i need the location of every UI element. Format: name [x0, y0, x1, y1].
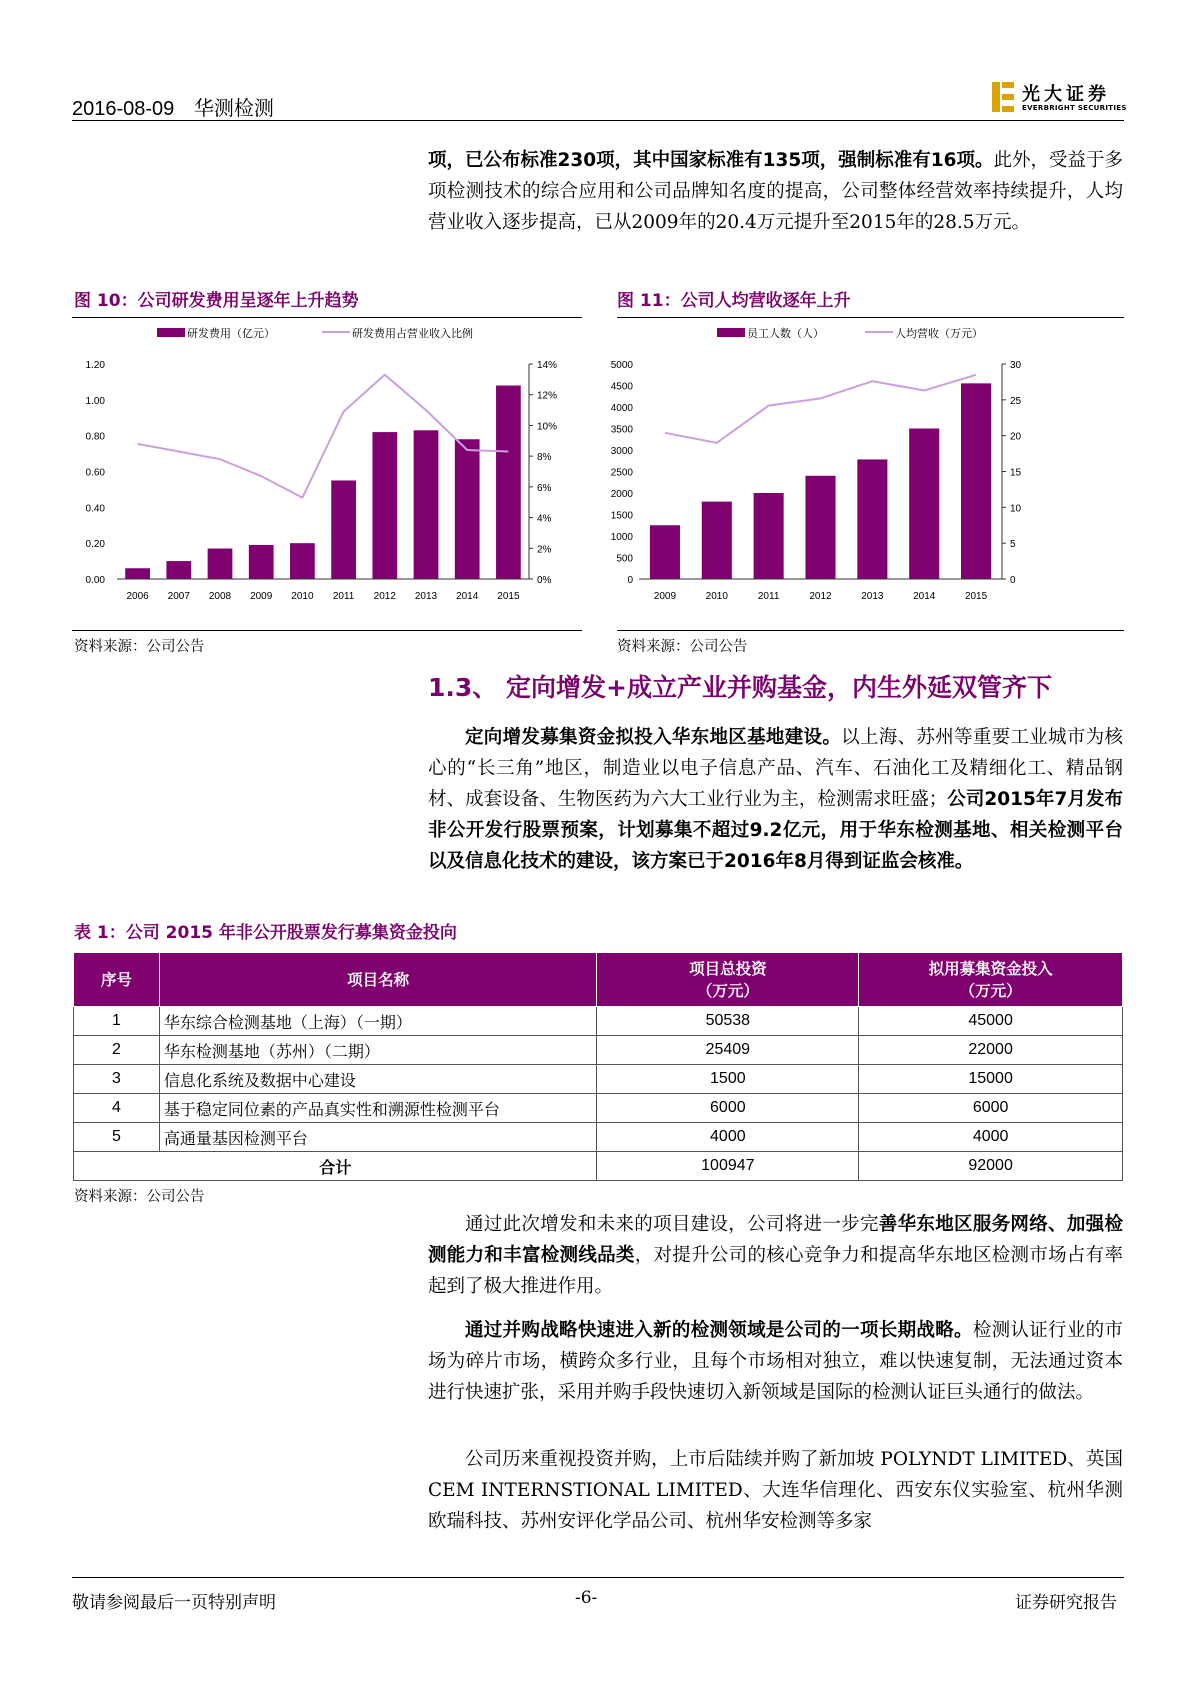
bar-2013	[414, 430, 439, 579]
left-tick-label: 0.20	[85, 539, 105, 551]
table-1-title: 表 1：公司 2015 年非公开股票发行募集资金投向	[74, 923, 457, 943]
figure-10-title: 图 10：公司研发费用呈逐年上升趋势	[74, 291, 359, 311]
cell-total-label: 合计	[74, 1152, 597, 1181]
cell-total-sum: 100947	[597, 1152, 859, 1181]
bar-2013	[857, 459, 887, 579]
left-tick-label: 500	[616, 553, 633, 565]
p3-bold-1: 通过并购战略快速进入新的检测领域是公司的一项长期战略。	[465, 1320, 973, 1341]
col-header-total: 项目总投资 （万元）	[597, 953, 859, 1007]
cell-raised: 6000	[859, 1094, 1123, 1123]
right-tick-label: 25	[1010, 395, 1022, 407]
x-tick-label: 2011	[332, 591, 355, 602]
cell-index: 5	[74, 1123, 160, 1152]
revenue-per-employee-chart	[610, 320, 1124, 628]
table-row	[74, 1065, 1123, 1094]
intro-text: 此外，受益于多项检测技术的综合应用和公司品牌知名度的提高，公司整体经营效率持续提升，人均营业收入逐步提高，已从2009年的20.4万元提升至2015年的28.5万元。	[428, 150, 1123, 233]
report-type: 证券研究报告	[1015, 1593, 1117, 1613]
table-1-source: 资料来源：公司公告	[74, 1189, 205, 1205]
p3-text-1: 检测认证行业的市场为碎片市场，横跨众多行业，且每个市场相对独立，难以快速复制，无法通过资本进行快速扩张，采用并购手段快速切入新领域是国际的检测认证巨头通行的做法。	[428, 1320, 1123, 1403]
report-header	[72, 92, 274, 121]
bar-2010	[702, 502, 732, 579]
p1-bold-2: 公司2015年7月发布非公开发行股票预案，计划募集不超过9.2亿元，用于华东检测基地、相关检测平台以及信息化技术的建设，该方案已于2016年8月得到证监会核准。	[428, 789, 1123, 872]
left-tick-label: 5000	[610, 360, 633, 371]
right-tick-label: 4%	[537, 513, 552, 525]
bar-series	[125, 386, 521, 580]
right-axis	[1002, 360, 1022, 586]
cell-project: 基于稳定同位素的产品真实性和溯源性检测平台	[159, 1094, 597, 1123]
right-tick-label: 30	[1010, 360, 1022, 371]
figure-11-bottom-rule	[617, 630, 1124, 631]
left-tick-label: 1.00	[85, 395, 105, 407]
cell-raised: 45000	[859, 1007, 1123, 1036]
table-row	[74, 1007, 1123, 1036]
col-header-index: 序号	[74, 953, 160, 1007]
right-tick-label: 6%	[537, 482, 552, 494]
p2-bold-1: 善华东地区服务网络、加强检测能力和丰富检测线品类	[428, 1214, 1123, 1266]
left-tick-label: 0	[627, 575, 633, 586]
left-tick-label: 0.00	[85, 575, 105, 586]
fund-allocation-table	[73, 952, 1123, 1181]
legend-bar-label: 员工人数（人）	[747, 328, 824, 340]
table-row	[74, 1123, 1123, 1152]
x-tick-label: 2012	[809, 591, 832, 602]
figure-11-source: 资料来源：公司公告	[617, 639, 748, 655]
bar-2011	[754, 493, 784, 579]
x-tick-label: 2006	[126, 591, 149, 602]
cell-project: 华东检测基地（苏州）（二期）	[159, 1036, 597, 1065]
table-header-row	[74, 953, 1123, 1007]
cell-raised: 4000	[859, 1123, 1123, 1152]
col-header-raised: 拟用募集资金投入 （万元）	[859, 953, 1123, 1007]
intro-bold: 项，已公布标准230项，其中国家标准有135项，强制标准有16项。	[428, 150, 994, 171]
x-tick-label: 2013	[861, 591, 884, 602]
table-row	[74, 1094, 1123, 1123]
left-tick-label: 4000	[610, 403, 633, 414]
footer-rule	[72, 1577, 1124, 1578]
paragraph-4	[428, 1444, 1123, 1537]
cell-total: 4000	[597, 1123, 859, 1152]
x-tick-label: 2007	[167, 591, 190, 602]
left-tick-label: 2500	[610, 467, 633, 479]
x-tick-label: 2011	[757, 591, 780, 602]
legend-line-label: 人均营收（万元）	[895, 328, 983, 340]
right-tick-label: 2%	[537, 544, 552, 556]
footer-disclaimer: 敬请参阅最后一页特别声明	[72, 1593, 276, 1613]
cell-raised-sum: 92000	[859, 1152, 1123, 1181]
left-axis	[611, 360, 634, 586]
x-tick-label: 2009	[653, 591, 677, 602]
bar-2012	[372, 432, 397, 579]
company-name: 华测检测	[193, 98, 274, 120]
right-tick-label: 20	[1010, 431, 1022, 443]
figure-10-source: 资料来源：公司公告	[74, 639, 205, 655]
page-number: -6-	[575, 1588, 598, 1608]
cell-project: 华东综合检测基地（上海）（一期）	[159, 1007, 597, 1036]
bar-2014	[455, 439, 480, 579]
ratio-line	[138, 375, 509, 498]
right-tick-label: 10	[1010, 503, 1022, 515]
paragraph-2	[428, 1209, 1123, 1302]
logo-cn-text: 光大证券	[1022, 84, 1110, 105]
right-tick-label: 5	[1010, 539, 1016, 551]
bar-2008	[208, 549, 233, 579]
legend-bar-swatch	[717, 328, 745, 337]
right-tick-label: 14%	[537, 360, 558, 371]
left-tick-label: 3500	[610, 424, 633, 436]
cell-index: 3	[74, 1065, 160, 1094]
left-tick-label: 0.60	[85, 467, 105, 479]
rd-expense-chart	[72, 320, 582, 628]
report-date: 2016-08-09	[72, 98, 175, 120]
cell-total: 1500	[597, 1065, 859, 1094]
cell-total: 50538	[597, 1007, 859, 1036]
bar-2009	[650, 525, 680, 579]
cell-raised: 15000	[859, 1065, 1123, 1094]
p4-text-1: 公司历来重视投资并购，上市后陆续并购了新加坡 POLYNDT LIMITED、英国 CEM INTERNSTIONAL LIMITED、大连华信理化、西安东仪实验室、杭州华测欧瑞科技、苏州安评化学品公司、杭州华安检测等多家	[428, 1449, 1123, 1532]
right-tick-label: 8%	[537, 452, 552, 464]
legend-bar-swatch	[157, 328, 185, 337]
x-axis	[117, 579, 529, 602]
x-tick-label: 2013	[414, 591, 438, 602]
x-tick-label: 2014	[456, 591, 479, 602]
figure-11-title: 图 11：公司人均营收逐年上升	[617, 291, 851, 311]
bar-2006	[125, 568, 150, 579]
cell-raised: 22000	[859, 1036, 1123, 1065]
x-tick-label: 2015	[497, 591, 520, 602]
left-tick-label: 3000	[610, 446, 633, 457]
intro-paragraph	[428, 145, 1123, 238]
paragraph-3	[428, 1315, 1123, 1408]
left-tick-label: 2000	[610, 489, 633, 500]
left-tick-label: 0.80	[85, 431, 105, 443]
section-title: 1.3、 定向增发+成立产业并购基金，内生外延双管齐下	[428, 673, 1052, 702]
x-tick-label: 2015	[964, 591, 988, 602]
line-series	[138, 375, 509, 498]
figure-10-bottom-rule	[72, 630, 582, 631]
left-axis	[86, 360, 106, 586]
p2-text-1: 通过此次增发和未来的项目建设，公司将进一步完	[465, 1214, 879, 1235]
legend-bar-label: 研发费用（亿元）	[187, 328, 275, 340]
cell-total: 6000	[597, 1094, 859, 1123]
right-tick-label: 15	[1010, 467, 1022, 479]
bar-2012	[805, 476, 835, 579]
header-rule	[72, 120, 1124, 121]
figure-11-top-rule	[617, 317, 1124, 318]
right-axis	[529, 360, 557, 586]
table-total-row	[74, 1152, 1123, 1181]
bar-series	[650, 383, 991, 579]
table-row	[74, 1036, 1123, 1065]
chart-legend	[157, 326, 473, 340]
cell-project: 信息化系统及数据中心建设	[159, 1065, 597, 1094]
x-tick-label: 2009	[250, 591, 273, 602]
p2-text-2: ，对提升公司的核心竞争力和提高华东地区检测市场占有率起到了极大推进作用。	[428, 1245, 1123, 1297]
left-tick-label: 4500	[610, 381, 633, 393]
broker-logo	[992, 80, 1127, 116]
left-tick-label: 1.20	[85, 360, 105, 371]
x-tick-label: 2014	[913, 591, 936, 602]
legend-line-label: 研发费用占营业收入比例	[352, 328, 473, 340]
bar-2014	[909, 429, 939, 580]
bar-2010	[290, 543, 315, 579]
x-tick-label: 2008	[208, 591, 232, 602]
right-tick-label: 0	[1010, 575, 1016, 586]
chart-legend	[717, 326, 983, 340]
x-axis	[639, 579, 1002, 602]
cell-project: 高通量基因检测平台	[159, 1123, 597, 1152]
bar-2007	[166, 561, 191, 579]
logo-en-text: EVERBRIGHT SECURITIES	[1022, 104, 1127, 112]
right-tick-label: 0%	[537, 575, 552, 586]
p1-text-1: 以上海、苏州等重要工业城市为核心的“长三角”地区，制造业以电子信息产品、汽车、石油化工及精细化工、精品钢材、成套设备、生物医药为六大工业行业为主，检测需求旺盛；	[428, 727, 1123, 810]
logo-mark-icon	[992, 82, 1014, 112]
left-tick-label: 0.40	[85, 503, 105, 515]
right-tick-label: 12%	[537, 390, 558, 402]
bar-2015	[496, 386, 521, 580]
bar-2015	[961, 383, 991, 579]
cell-total: 25409	[597, 1036, 859, 1065]
bar-2011	[331, 480, 356, 579]
cell-index: 2	[74, 1036, 160, 1065]
left-tick-label: 1500	[610, 510, 633, 522]
bar-2009	[249, 545, 274, 579]
col-header-name: 项目名称	[159, 953, 597, 1007]
cell-index: 4	[74, 1094, 160, 1123]
cell-index: 1	[74, 1007, 160, 1036]
x-tick-label: 2010	[291, 591, 314, 602]
left-tick-label: 1000	[610, 532, 633, 543]
right-tick-label: 10%	[537, 421, 558, 433]
figure-10-top-rule	[72, 317, 582, 318]
paragraph-1	[428, 722, 1123, 877]
x-tick-label: 2010	[705, 591, 728, 602]
x-tick-label: 2012	[373, 591, 396, 602]
p1-bold-1: 定向增发募集资金拟投入华东地区基地建设。	[465, 727, 842, 748]
